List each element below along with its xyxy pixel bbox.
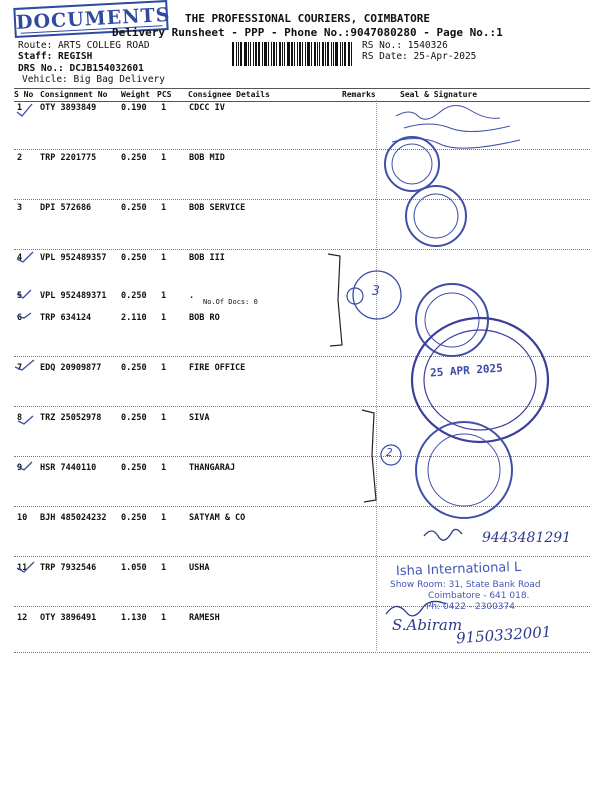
cell-pcs: 1 (161, 253, 167, 263)
cell-consignment: TRP 2201775 (40, 153, 97, 163)
cell-consignment: DPI 572686 (40, 203, 92, 213)
isha-stamp-line: Coimbatore - 641 018. (428, 591, 530, 601)
cell-consignment: HSR 7440110 (40, 463, 97, 473)
col-weight: Weight (121, 90, 150, 99)
cell-consignee: BOB RO (189, 313, 220, 323)
cell-sno: 5 (17, 291, 23, 301)
col-pcs: PCS (157, 90, 172, 99)
staff: Staff: REGISH (18, 51, 93, 62)
cell-pcs: 1 (161, 313, 167, 323)
col-consignee: Consignee Details (188, 90, 270, 99)
cell-weight: 0.250 (121, 253, 147, 263)
cell-consignment: EDQ 20909877 (40, 363, 102, 373)
tick-mark (18, 416, 33, 424)
tick-mark (17, 104, 32, 116)
cell-consignment: VPL 952489357 (40, 253, 107, 263)
cell-sno: 6 (17, 313, 23, 323)
company-name: THE PROFESSIONAL COURIERS, COIMBATORE (185, 12, 431, 25)
cell-weight: 0.250 (121, 463, 147, 473)
cell-consignment: OTY 3893849 (40, 103, 97, 113)
cell-sno: 4 (17, 253, 23, 263)
cell-pcs: 1 (161, 363, 167, 373)
cell-weight: 0.190 (121, 103, 147, 113)
cell-pcs: 1 (161, 413, 167, 423)
rs-number: RS No.: 1540326 (362, 40, 448, 51)
cell-consignment: VPL 952489371 (40, 291, 107, 301)
cell-consignee: BOB III (189, 253, 225, 263)
cell-consignee: FIRE OFFICE (189, 363, 246, 373)
cell-pcs: 1 (161, 563, 167, 573)
isha-stamp-line: Show Room: 31, State Bank Road (390, 580, 541, 590)
signature (404, 124, 510, 132)
cell-sno: 11 (17, 563, 28, 573)
tick-mark (17, 562, 34, 572)
signature (424, 529, 462, 540)
cell-sno: 10 (17, 513, 28, 523)
cell-consignee: RAMESH (189, 613, 220, 623)
signature (392, 138, 520, 148)
bracket-mark (362, 410, 376, 502)
col-seal-signature: Seal & Signature (400, 90, 478, 99)
tick-mark (17, 313, 31, 318)
cell-pcs: 1 (161, 613, 167, 623)
cell-consignee: SATYAM & CO (189, 513, 246, 523)
cell-sno: 12 (17, 613, 28, 623)
cell-pcs: 1 (161, 153, 167, 163)
col-consignment: Consignment No (40, 90, 108, 99)
cell-consignee: BOB SERVICE (189, 203, 246, 213)
cell-consignee: CDCC IV (189, 103, 225, 113)
cell-pcs: 1 (161, 513, 167, 523)
documents-stamp: DOCUMENTS (13, 0, 168, 38)
bank-seal (385, 137, 439, 191)
tick-mark (17, 462, 32, 470)
cell-sno: 1 (17, 103, 23, 113)
stamp-date: 25 APR 2025 (429, 361, 504, 380)
date-stamp (412, 318, 548, 442)
rs-date: RS Date: 25-Apr-2025 (362, 51, 477, 62)
cell-pcs: 1 (161, 291, 167, 301)
cell-consignee: USHA (189, 563, 210, 573)
cell-pcs: 1 (161, 103, 167, 113)
cell-consignment: OTY 3896491 (40, 613, 97, 623)
runsheet-subtitle: Delivery Runsheet - PPP - Phone No.:9047080280 - Page No.:1 (112, 26, 503, 39)
bank-seal (406, 186, 466, 246)
cell-weight: 0.250 (121, 413, 147, 423)
bracket-mark (328, 254, 342, 346)
bank-seal (416, 284, 488, 356)
cell-weight: 0.250 (121, 291, 147, 301)
no-of-docs: No.Of Docs: 0 (203, 298, 258, 306)
route: Route: ARTS COLLEG ROAD (18, 40, 150, 51)
drs-number: DRS No.: DCJB154032601 (18, 63, 144, 74)
cell-weight: 1.050 (121, 563, 147, 573)
signature (396, 105, 500, 119)
cell-sno: 9 (17, 463, 23, 473)
tick-mark (17, 290, 31, 298)
hotel-seal (416, 422, 512, 518)
cell-weight: 0.250 (121, 203, 147, 213)
cell-weight: 0.250 (121, 363, 147, 373)
handwritten-phone: 9443481291 (482, 530, 572, 546)
tick-mark (15, 360, 34, 370)
cell-sno: 3 (17, 203, 23, 213)
cell-consignee: . (189, 291, 195, 301)
cell-pcs: 1 (161, 463, 167, 473)
bracket-count: 3 (372, 284, 380, 299)
cell-weight: 2.110 (121, 313, 147, 323)
handwritten-phone: 9150332001 (455, 622, 552, 648)
cell-sno: 8 (17, 413, 23, 423)
cell-weight: 0.250 (121, 153, 147, 163)
cell-consignment: TRP 7932546 (40, 563, 97, 573)
tick-mark (17, 252, 33, 262)
circled-count (347, 288, 363, 304)
cell-sno: 2 (17, 153, 23, 163)
cell-weight: 0.250 (121, 513, 147, 523)
col-remarks: Remarks (342, 90, 376, 99)
vehicle: Vehicle: Big Bag Delivery (22, 74, 165, 85)
cell-consignee: SIVA (189, 413, 210, 423)
bracket-count: 2 (386, 446, 393, 459)
handwritten-signature: S.Abiram (392, 616, 463, 634)
cell-consignee: BOB MID (189, 153, 225, 163)
cell-consignment: TRP 634124 (40, 313, 92, 323)
cell-sno: 7 (17, 363, 23, 373)
cell-consignment: TRZ 25052978 (40, 413, 102, 423)
cell-weight: 1.130 (121, 613, 147, 623)
col-sno: S No (14, 90, 34, 99)
cell-consignment: BJH 485024232 (40, 513, 107, 523)
isha-stamp-line: Ph: 0422 - 2300374 (426, 602, 515, 612)
isha-stamp-title: Isha International L (395, 559, 522, 580)
cell-pcs: 1 (161, 203, 167, 213)
cell-consignee: THANGARAJ (189, 463, 236, 473)
